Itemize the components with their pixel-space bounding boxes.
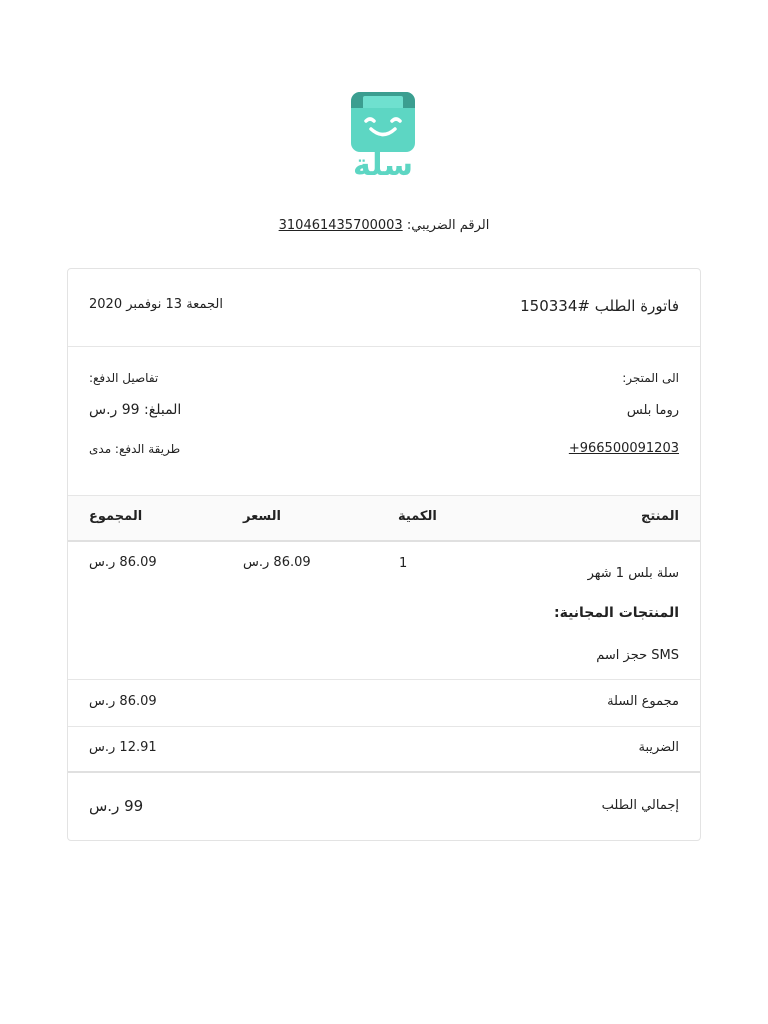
summary-divider bbox=[68, 771, 700, 773]
store-phone-link[interactable]: +966500091203 bbox=[568, 441, 679, 456]
logo-bag-icon bbox=[351, 92, 415, 152]
table-header-divider bbox=[68, 540, 700, 542]
tax-number-label: الرقم الضريبي: bbox=[406, 218, 490, 233]
product-name: سلة بلس 1 شهر bbox=[587, 566, 679, 581]
subtotal-value: 86.09 ر.س bbox=[89, 694, 157, 709]
product-total: 86.09 ر.س bbox=[89, 555, 157, 570]
grand-total-value: 99 ر.س bbox=[89, 797, 144, 815]
free-product-item: SMS حجز اسم bbox=[596, 648, 679, 663]
tax-label: الضريبة bbox=[638, 740, 679, 755]
payment-amount: المبلغ: 99 ر.س bbox=[89, 402, 182, 418]
divider bbox=[68, 346, 700, 347]
tax-value: 12.91 ر.س bbox=[89, 740, 157, 755]
divider bbox=[68, 726, 700, 727]
free-products-label: المنتجات المجانية: bbox=[553, 605, 679, 621]
grand-total-label: إجمالي الطلب bbox=[601, 798, 679, 813]
invoice-title: فاتورة الطلب #150334 bbox=[520, 297, 679, 315]
tax-number-link[interactable]: 310461435700003 bbox=[278, 218, 403, 233]
payment-method: طريقة الدفع: مدى bbox=[89, 442, 181, 456]
product-price: 86.09 ر.س bbox=[243, 555, 311, 570]
invoice-card bbox=[67, 268, 701, 841]
table-header-total: المجموع bbox=[89, 509, 143, 524]
table-header bbox=[68, 496, 700, 541]
table-header-product: المنتج bbox=[640, 509, 679, 524]
divider bbox=[68, 679, 700, 680]
tax-number-line bbox=[0, 218, 768, 233]
store-label: الى المتجر: bbox=[622, 371, 679, 385]
table-header-quantity: الكمية bbox=[398, 509, 437, 524]
table-header-price: السعر bbox=[243, 509, 281, 524]
payment-details-label: تفاصيل الدفع: bbox=[89, 371, 159, 385]
store-name: روما بلس bbox=[626, 403, 679, 418]
invoice-date: الجمعة 13 نوفمبر 2020 bbox=[89, 297, 223, 312]
salla-logo bbox=[351, 92, 417, 186]
subtotal-label: مجموع السلة bbox=[607, 694, 679, 709]
product-quantity: 1 bbox=[399, 556, 408, 571]
logo-brand-text: سلة bbox=[353, 148, 413, 183]
